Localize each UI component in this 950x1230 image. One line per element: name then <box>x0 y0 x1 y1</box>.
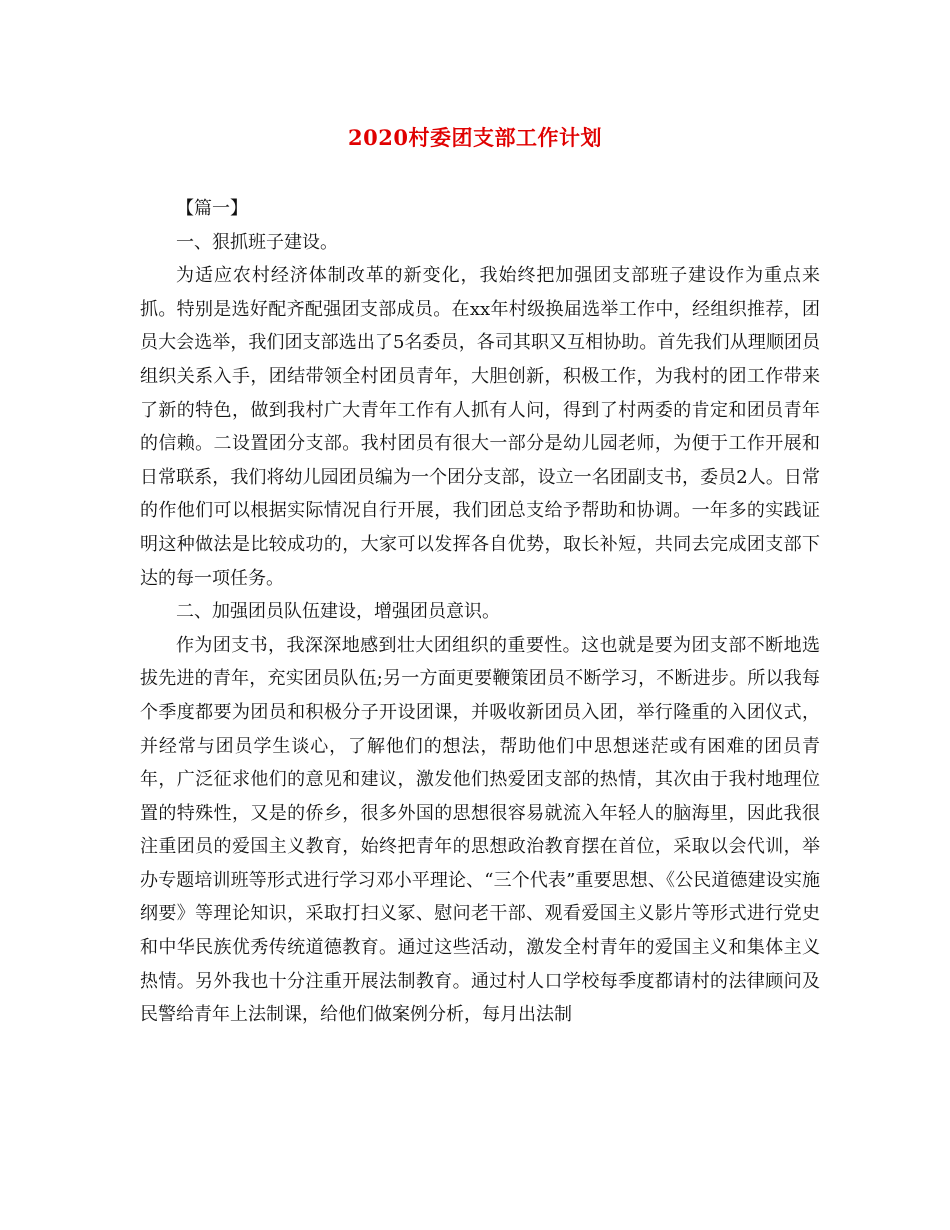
document-title: 2020村委团支部工作计划 <box>348 125 602 150</box>
paragraph-1: 为适应农村经济体制改革的新变化，我始终把加强团支部班子建设作为重点来抓。特别是选好配齐配强团支部成员。在xx年村级换届选举工作中，经组织推荐，团员大会选举，我们团支部选出了5名委员，各司其职又互相协助。首先我们从理顺团员组织关系入手，团结带领全村团员青年，大胆创新，积极工作，为我村的团工作带来了新的特色，做到我村广大青年工作有人抓有人问，得到了村两委的肯定和团员青年的信赖。二设置团分支部。我村团员有很大一部分是幼儿园老师，为便于工作开展和日常联系，我们将幼儿园团员编为一个团分支部，设立一名团副支书，委员2人。日常的作他们可以根据实际情况自行开展，我们团总支给予帮助和协调。一年多的实践证明这种做法是比较成功的，大家可以发挥各自优势，取长补短，共同去完成团支部下达的每一项任务。 <box>140 265 820 589</box>
document-body <box>140 192 820 1032</box>
section-label: 【篇一】 <box>176 198 248 219</box>
heading-2: 二、加强团员队伍建设，增强团员意识。 <box>176 601 500 623</box>
heading-1: 一、狠抓班子建设。 <box>176 231 338 253</box>
paragraph-2: 作为团支书，我深深地感到壮大团组织的重要性。这也就是要为团支部不断地选拔先进的青年，充实团员队伍;另一方面更要鞭策团员不断学习，不断进步。所以我每个季度都要为团员和积极分子开设团课，并吸收新团员入团，举行隆重的入团仪式，并经常与团员学生谈心，了解他们的想法，帮助他们中思想迷茫或有困难的团员青年，广泛征求他们的意见和建议，激发他们热爱团支部的热情，其次由于我村地理位置的特殊性，又是的侨乡，很多外国的思想很容易就流入年轻人的脑海里，因此我很注重团员的爱国主义教育，始终把青年的思想政治教育摆在首位，采取以会代训，举办专题培训班等形式进行学习邓小平理论、“三个代表”重要思想、《公民道德建设实施纲要》等理论知识，采取打扫义冢、慰问老干部、观看爱国主义影片等形式进行党史和中华民族优秀传统道德教育。通过这些活动，激发全村青年的爱国主义和集体主义热情。另外我也十分注重开展法制教育。通过村人口学校每季度都请村的法律顾问及民警给青年上法制课，给他们做案例分析，每月出法制 <box>140 634 820 1026</box>
